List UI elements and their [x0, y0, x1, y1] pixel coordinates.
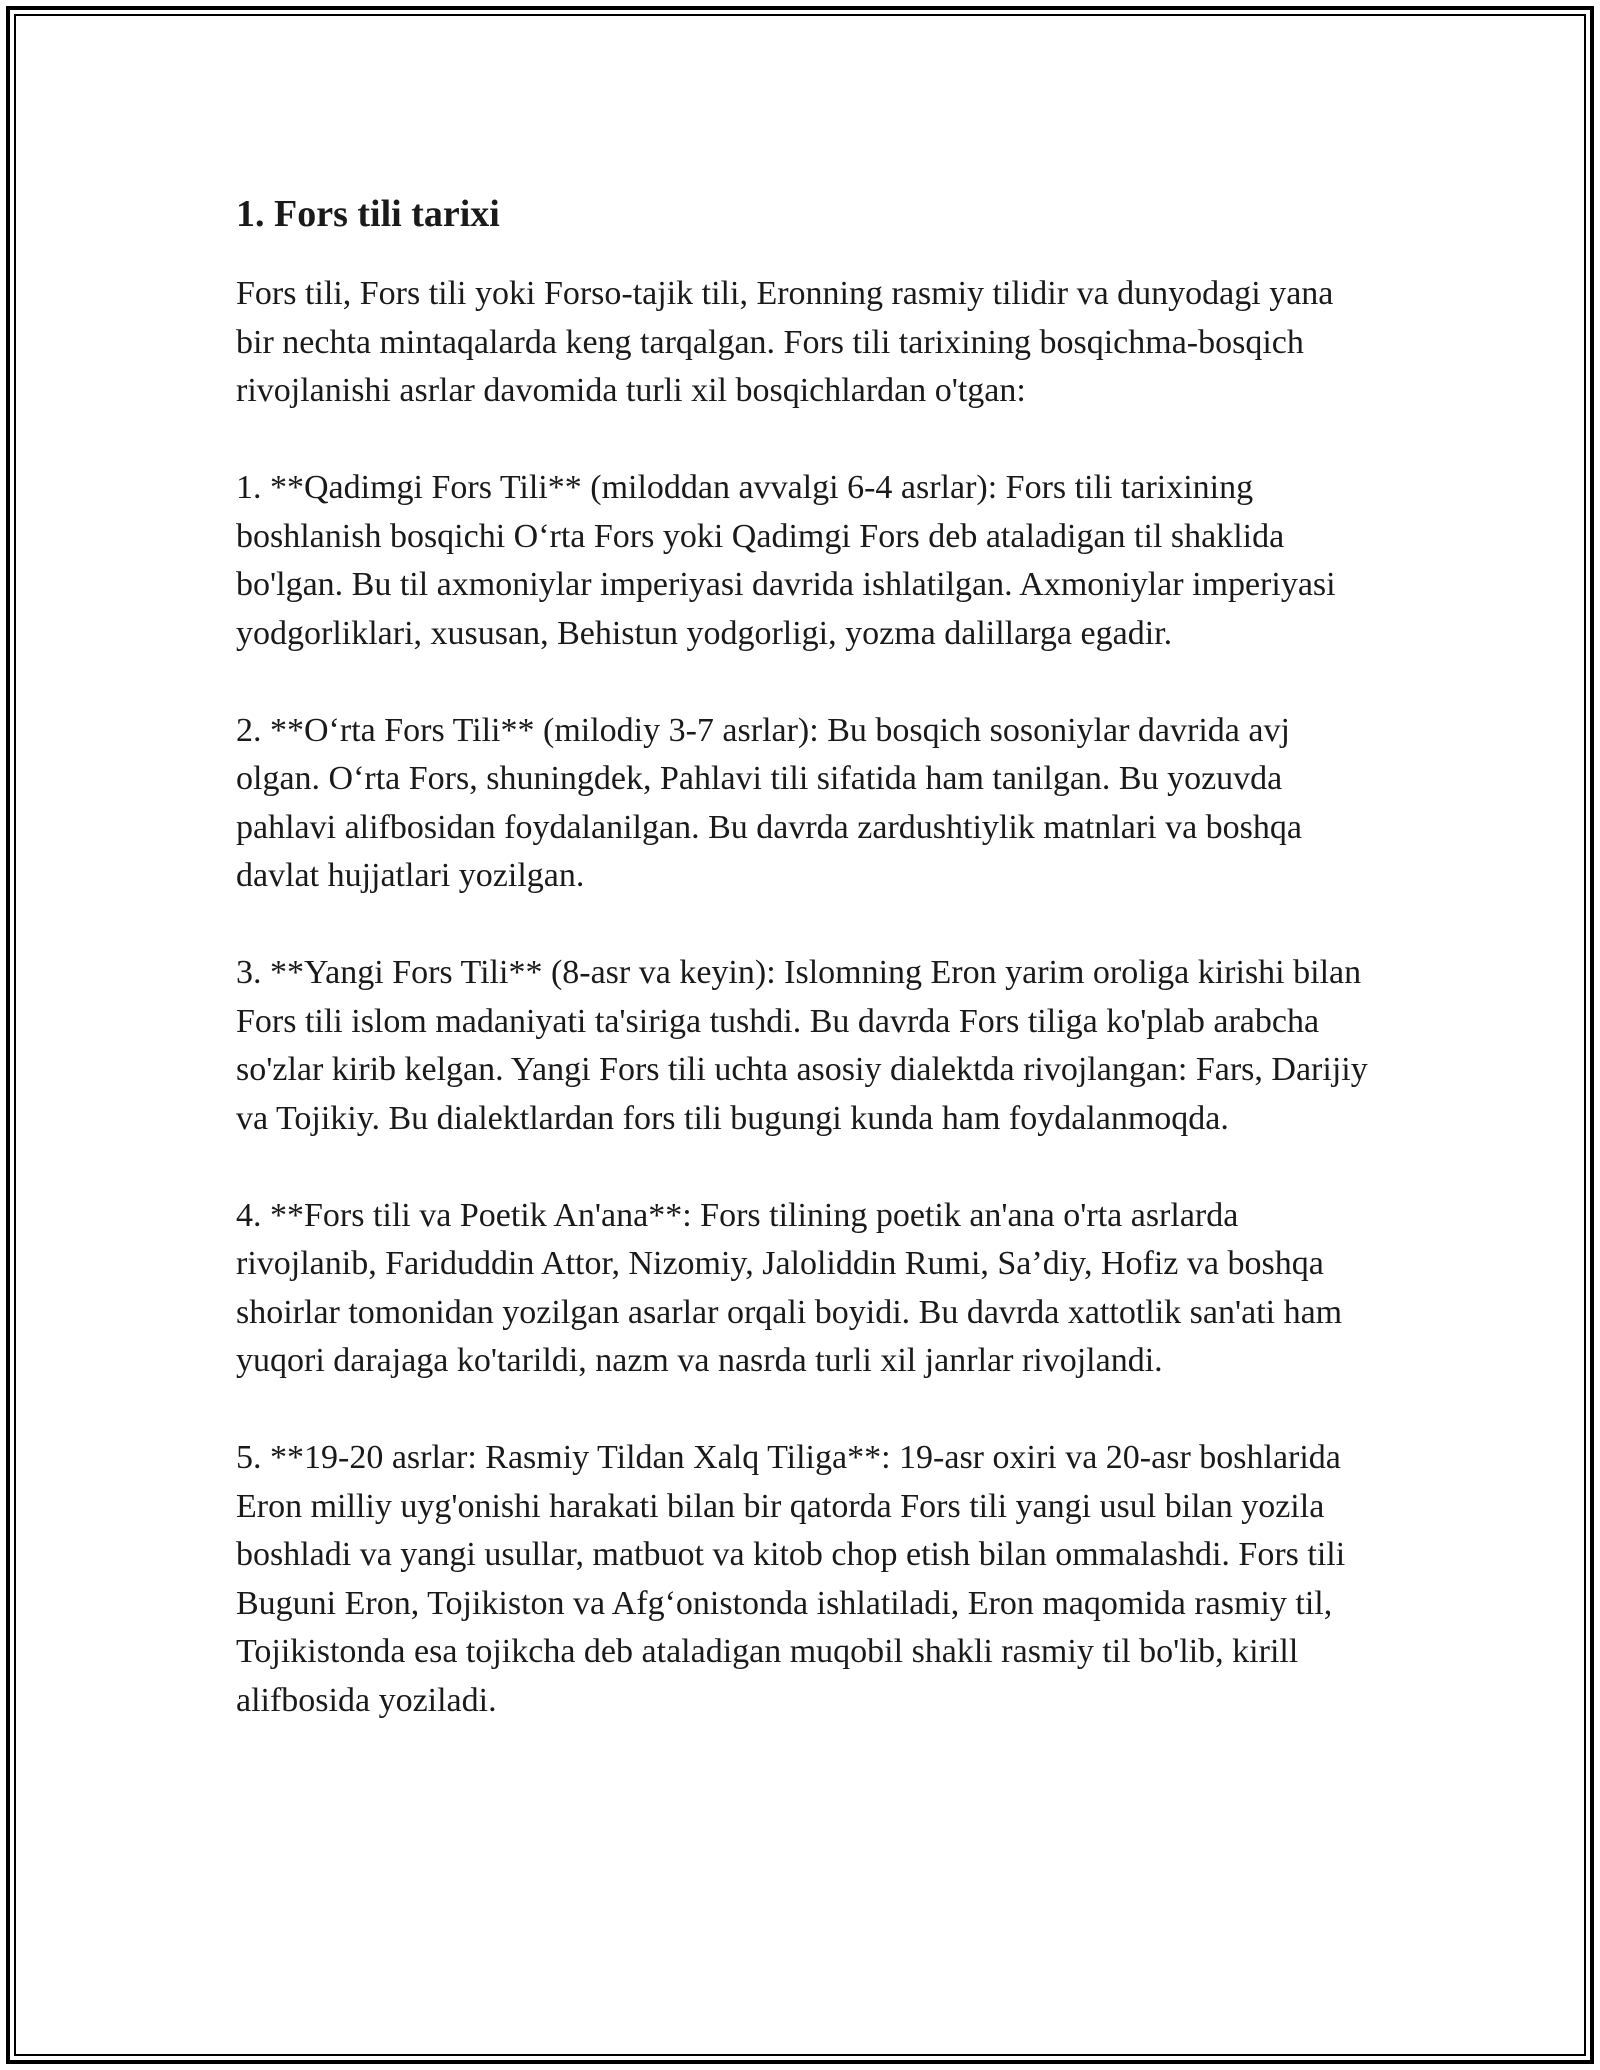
- paragraph-new-persian: 3. **Yangi Fors Tili** (8-asr va keyin): Islomning Eron yarim oroliga kirishi bilan Fors tili islom madaniyati ta'siriga tushdi. Bu davrda Fors tiliga ko'plab arabcha so'zlar kirib kelgan. Yangi Fors tili uchta asosiy dialektda rivojlangan: Fars, Darijiy va Tojikiy. Bu dialektlardan fors tili bugungi kunda ham foydalanmoqda.: [236, 954, 1368, 1137]
- document-body: [236, 190, 1376, 1774]
- paragraph-modern-era: 5. **19-20 asrlar: Rasmiy Tildan Xalq Tiliga**: 19-asr oxiri va 20-asr boshlarida Eron milliy uyg'onishi harakati bilan bir qatorda Fors tili yangi usul bilan yozila boshladi va yangi usullar, matbuot va kitob chop etish bilan ommalashdi. Fors tili Buguni Eron, Tojikiston va Afg‘onistonda ishlatiladi, Eron maqomida rasmiy til, Tojikistonda esa tojikcha deb ataladigan muqobil shakli rasmiy til bo'lib, kirill alifbosida yoziladi.: [236, 1439, 1346, 1719]
- paragraph-old-persian: 1. **Qadimgi Fors Tili** (miloddan avvalgi 6-4 asrlar): Fors tili tarixining boshlanish bosqichi O‘rta Fors yoki Qadimgi Fors deb ataladigan til shaklida bo'lgan. Bu til axmoniylar imperiyasi davrida ishlatilgan. Axmoniylar imperiyasi yodgorliklari, xususan, Behistun yodgorligi, yozma dalillarga egadir.: [236, 469, 1336, 652]
- paragraph-intro: Fors tili, Fors tili yoki Forso-tajik tili, Eronning rasmiy tilidir va dunyodagi yana bir nechta mintaqalarda keng tarqalgan. Fors tili tarixining bosqichma-bosqich rivojlanishi asrlar davomida turli xil bosqichlardan o'tgan:: [236, 275, 1334, 409]
- paragraph-poetic-tradition: 4. **Fors tili va Poetik An'ana**: Fors tilining poetik an'ana o'rta asrlarda rivojlanib, Fariduddin Attor, Nizomiy, Jaloliddin Rumi, Sa’diy, Hofiz va boshqa shoirlar tomonidan yozilgan asarlar orqali boyidi. Bu davrda xattotlik san'ati ham yuqori darajaga ko'tarildi, nazm va nasrda turli xil janrlar rivojlandi.: [236, 1196, 1343, 1379]
- paragraph-middle-persian: 2. **O‘rta Fors Tili** (milodiy 3-7 asrlar): Bu bosqich sosoniylar davrida avj olgan. O‘rta Fors, shuningdek, Pahlavi tili sifatida ham tanilgan. Bu yozuvda pahlavi alifbosidan foydalanilgan. Bu davrda zardushtiylik matnlari va boshqa davlat hujjatlari yozilgan.: [236, 711, 1302, 894]
- document-title: 1. Fors tili tarixi: [236, 193, 500, 235]
